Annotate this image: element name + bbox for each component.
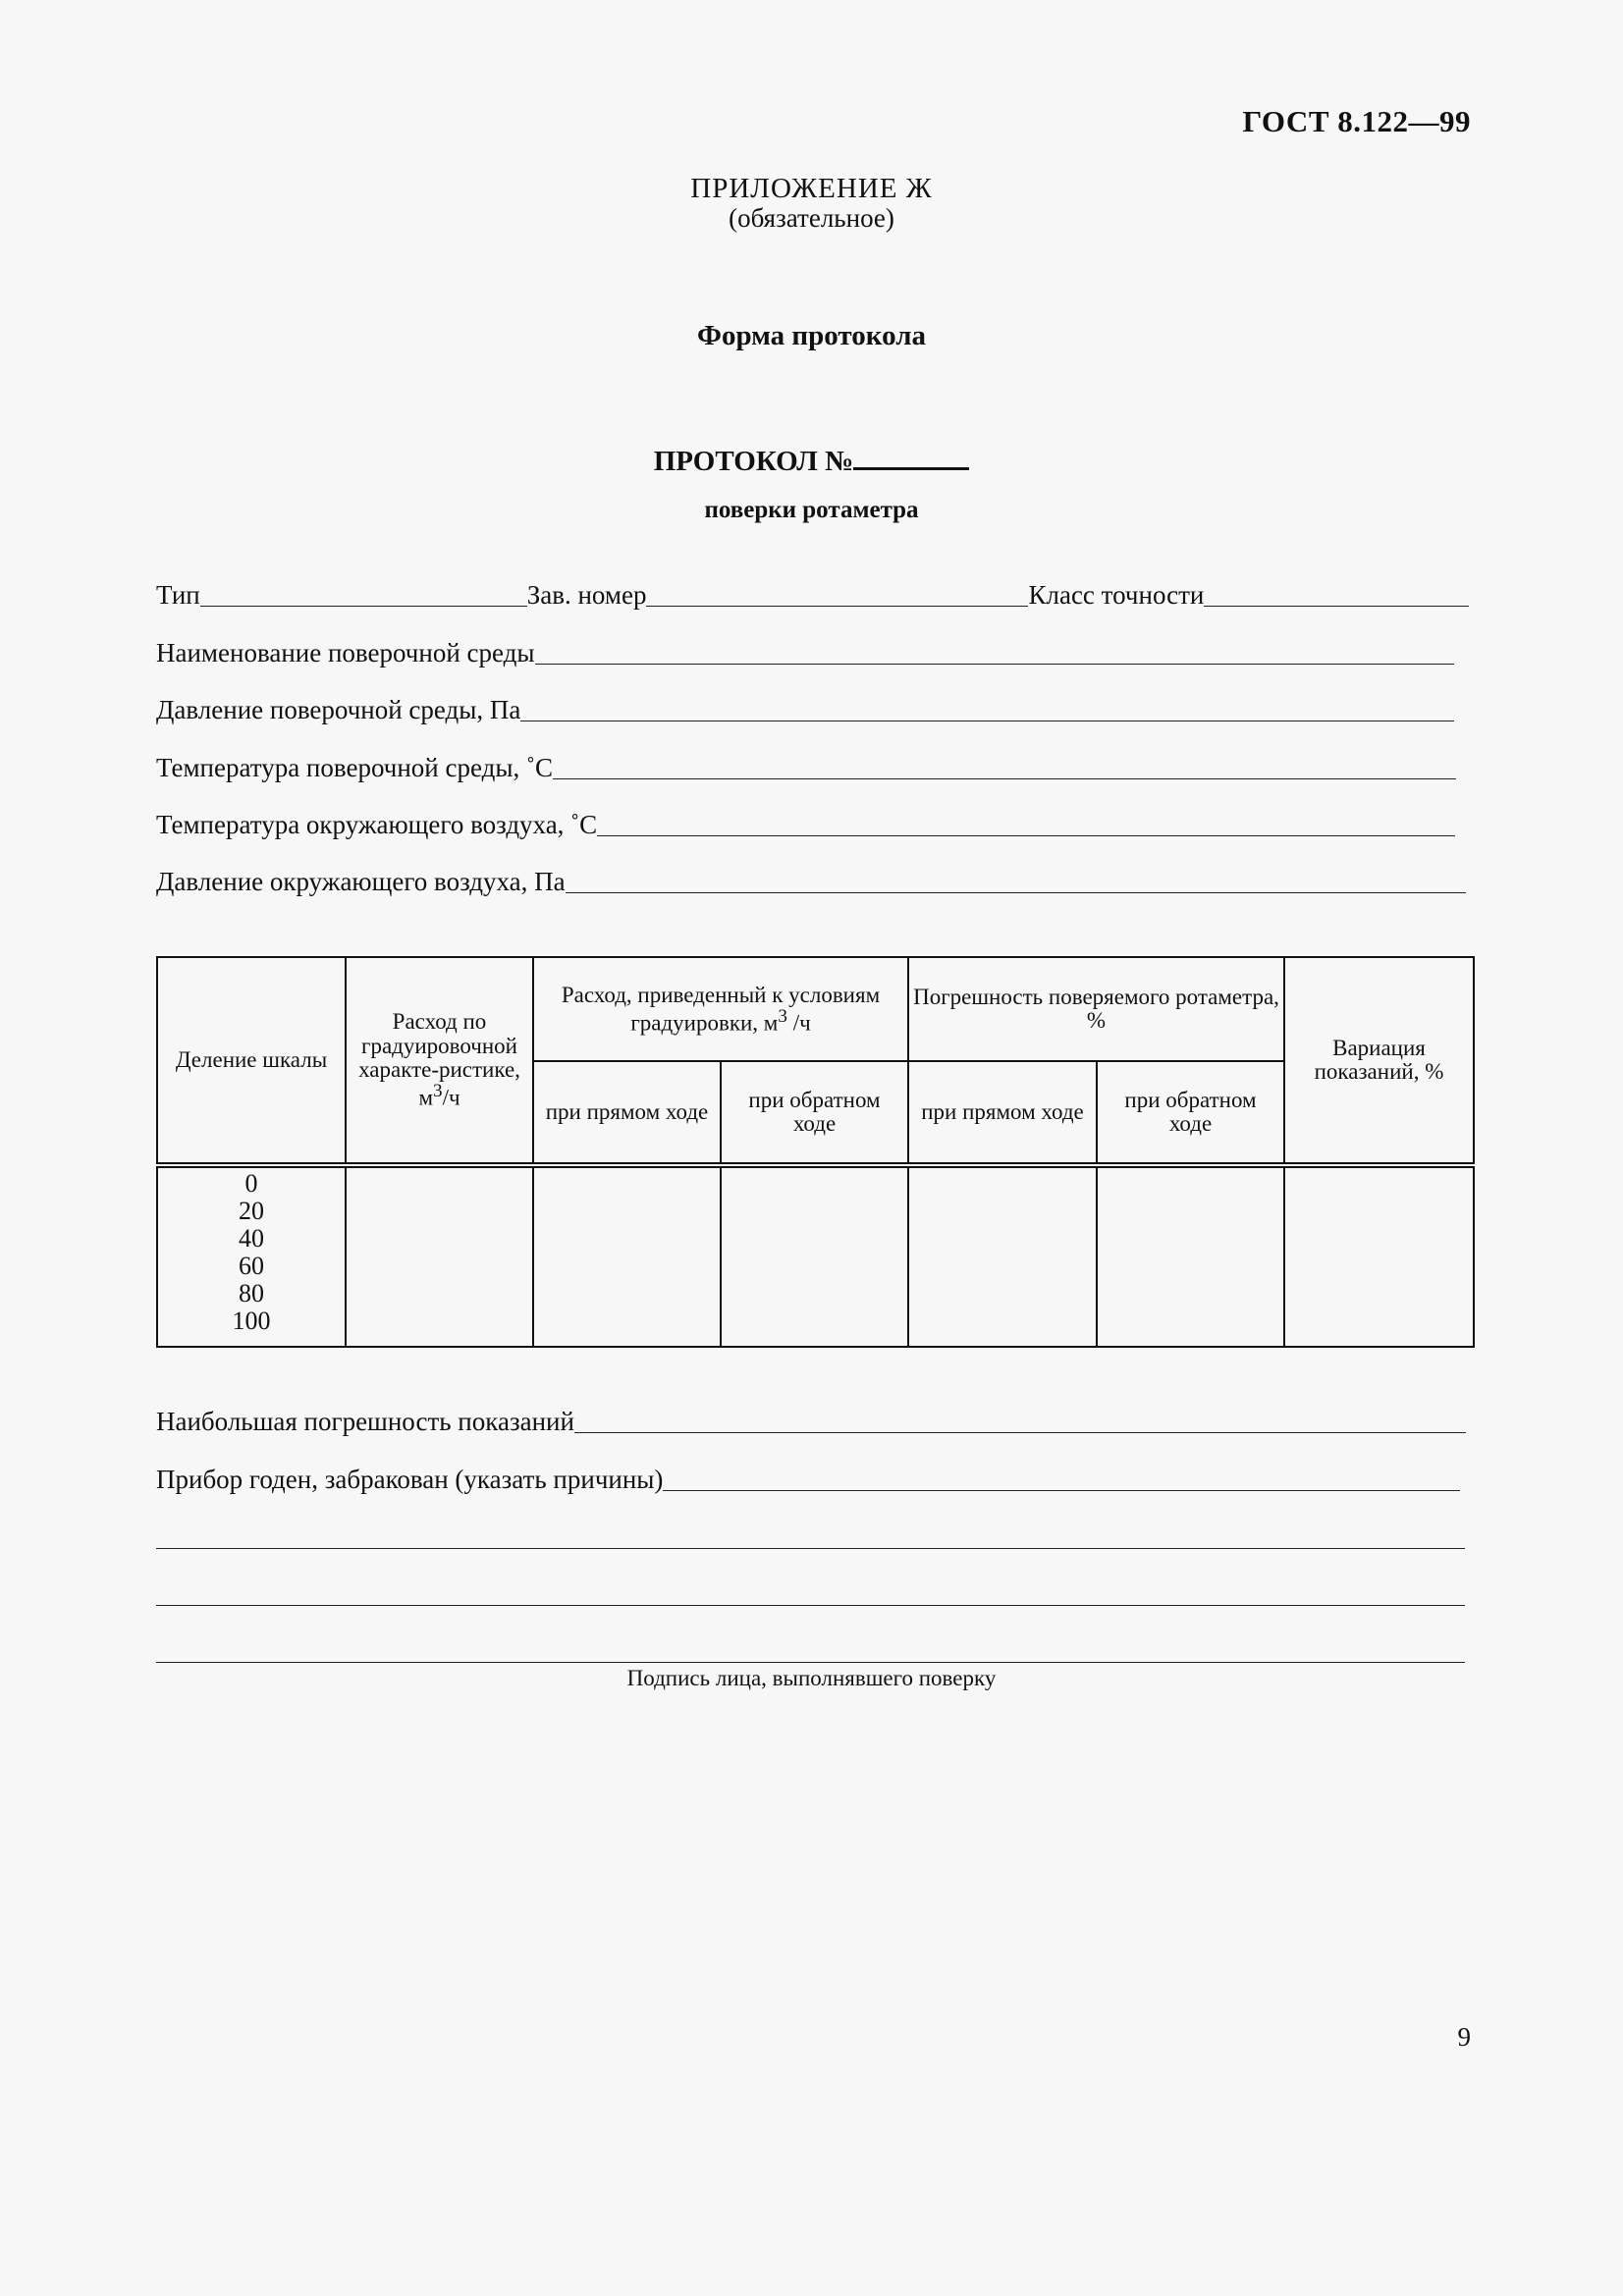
subheader-error-reverse: при обратном ходе <box>1097 1061 1284 1165</box>
table-row <box>157 1165 1474 1347</box>
scale-value: 0 <box>244 1169 258 1198</box>
header-reduced-flow <box>533 957 908 1061</box>
protocol-title-text: ПРОТОКОЛ № <box>653 446 854 477</box>
protocol-number-blank[interactable] <box>853 442 969 470</box>
ambient-temp-row <box>156 807 1455 842</box>
header-calibration-flow-sup: 3 <box>433 1080 443 1101</box>
scale-value: 60 <box>239 1252 264 1280</box>
serial-label: Зав. номер <box>526 580 647 610</box>
medium-temp-blank[interactable] <box>553 778 1456 779</box>
max-error-label: Наибольшая погрешность показаний <box>156 1407 574 1436</box>
subheader-reduced-reverse: при обратном ходе <box>721 1061 908 1165</box>
scale-values-cell <box>157 1165 346 1347</box>
reason-line-2[interactable] <box>156 1605 1465 1606</box>
scale-value: 20 <box>239 1197 264 1225</box>
medium-pressure-row <box>156 692 1454 727</box>
accuracy-blank[interactable] <box>1204 606 1469 607</box>
protocol-table <box>156 956 1475 1348</box>
medium-temp-row <box>156 750 1456 785</box>
subheader-reduced-forward: при прямом ходе <box>533 1061 721 1165</box>
verdict-blank[interactable] <box>663 1490 1460 1491</box>
type-label: Тип <box>156 580 200 610</box>
header-reduced-flow-sup: 3 <box>778 1005 787 1027</box>
reduced-forward-cell[interactable] <box>533 1165 721 1347</box>
header-calibration-flow-unit: /ч <box>442 1085 460 1110</box>
verdict-row <box>156 1462 1460 1497</box>
accuracy-label: Класс точности <box>1028 580 1205 610</box>
ambient-temp-label: Температура окружающего воздуха, ˚С <box>156 810 598 839</box>
medium-name-label: Наименование поверочной среды <box>156 638 535 667</box>
form-title: Форма протокола <box>697 320 926 351</box>
type-blank[interactable] <box>200 606 527 607</box>
protocol-subtitle: поверки ротаметра <box>704 497 919 523</box>
type-serial-accuracy-row <box>156 577 1469 613</box>
header-variation: Вариация показаний, % <box>1284 957 1474 1165</box>
error-forward-cell[interactable] <box>908 1165 1097 1347</box>
medium-name-blank[interactable] <box>535 664 1454 665</box>
medium-name-row <box>156 635 1454 670</box>
ambient-pressure-label: Давление окружающего воздуха, Па <box>156 867 566 896</box>
ambient-pressure-blank[interactable] <box>566 892 1466 893</box>
medium-temp-label: Температура поверочной среды, ˚С <box>156 753 553 782</box>
scale-value: 40 <box>239 1224 264 1253</box>
max-error-row <box>156 1404 1466 1439</box>
variation-cell[interactable] <box>1284 1165 1474 1347</box>
ambient-pressure-row <box>156 864 1466 899</box>
header-calibration-flow <box>346 957 533 1165</box>
page-number: 9 <box>1457 2022 1471 2052</box>
signature-caption: Подпись лица, выполнявшего поверку <box>626 1666 997 1690</box>
error-reverse-cell[interactable] <box>1097 1165 1284 1347</box>
subheader-error-forward: при прямом ходе <box>908 1061 1097 1165</box>
calibration-flow-cell[interactable] <box>346 1165 533 1347</box>
max-error-blank[interactable] <box>574 1432 1466 1433</box>
reduced-reverse-cell[interactable] <box>721 1165 908 1347</box>
header-reduced-flow-text: Расход, приведенный к условиям градуировки, м <box>561 982 881 1036</box>
appendix-title: ПРИЛОЖЕНИЕ Ж <box>690 173 933 204</box>
header-reduced-flow-unit: /ч <box>786 1010 811 1036</box>
ambient-temp-blank[interactable] <box>597 835 1455 836</box>
verdict-label: Прибор годен, забракован (указать причины) <box>156 1465 664 1494</box>
medium-pressure-label: Давление поверочной среды, Па <box>156 695 521 724</box>
header-scale-division: Деление шкалы <box>157 957 346 1165</box>
signature-line[interactable] <box>156 1662 1465 1663</box>
header-calibration-flow-text: Расход по градуировочной характе-ристике, м <box>358 1009 520 1110</box>
header-rotameter-error: Погрешность поверяемого ротаметра, % <box>908 957 1284 1061</box>
appendix-subtitle: (обязательное) <box>729 203 894 233</box>
serial-blank[interactable] <box>646 606 1028 607</box>
standard-number: ГОСТ 8.122—99 <box>1242 104 1471 138</box>
scale-value: 100 <box>232 1307 271 1335</box>
protocol-title <box>0 442 1623 478</box>
table-header-row <box>157 957 1474 1061</box>
reason-line-1[interactable] <box>156 1548 1465 1549</box>
scale-value: 80 <box>239 1279 264 1308</box>
